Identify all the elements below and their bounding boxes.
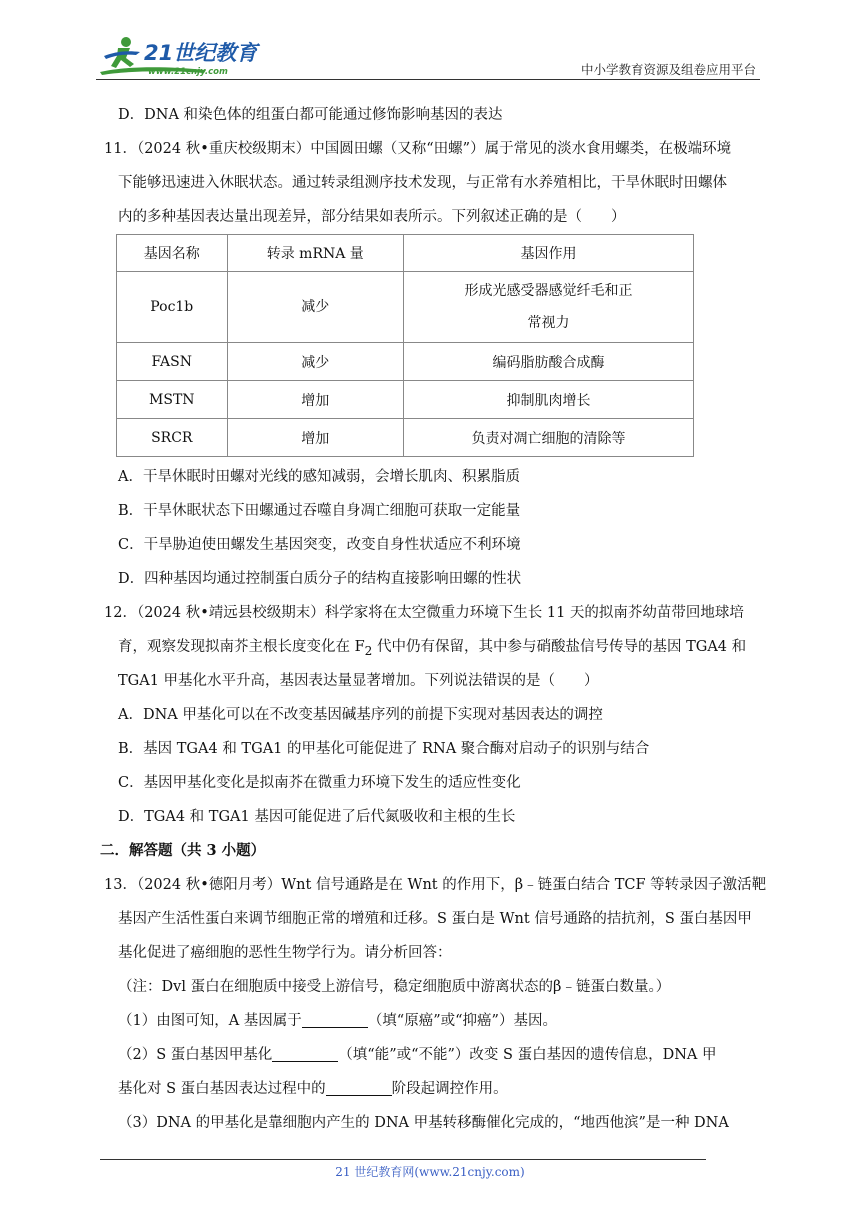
table-cell-line: 常视力: [527, 315, 570, 331]
table-cell: 抑制肌肉增长: [403, 381, 693, 419]
q11-option-d: D．四种基因均通过控制蛋白质分子的结构直接影响田螺的性状: [118, 571, 522, 587]
q11-option-a: A．干旱休眠时田螺对光线的感知减弱，会增长肌肉、积累脂质: [118, 469, 520, 485]
q11-stem-line-3: 内的多种基因表达量出现差异，部分结果如表所示。下列叙述正确的是（ ）: [118, 209, 626, 225]
question-content: [100, 98, 768, 1140]
q11-option-c: C．干旱胁迫使田螺发生基因突变，改变自身性状适应不利环境: [118, 537, 521, 553]
table-header-row: [117, 235, 694, 272]
q11-stem-line-1: 11．（2024 秋•重庆校级期末）中国圆田螺（又称“田螺”）属于常见的淡水食用螺类，在极端环境: [104, 141, 732, 157]
q13-note: （注：Dvl 蛋白在细胞质中接受上游信号，稳定细胞质中游离状态的β﹣链蛋白数量。）: [118, 979, 671, 995]
table-cell: 减少: [227, 272, 403, 343]
logo-url: www.21cnjy.com: [148, 67, 228, 77]
q12-text-part: 育，观察发现拟南芥主根长度变化在 F: [118, 639, 365, 655]
table-cell: [403, 272, 693, 343]
q12-stem-line-1: 12．（2024 秋•靖远县校级期末）科学家将在太空微重力环境下生长 11 天的拟南芥幼苗带回地球培: [104, 605, 744, 621]
q11-stem-line-2: 下能够迅速进入休眠状态。通过转录组测序技术发现，与正常有水养殖相比，干旱休眠时田螺体: [118, 175, 727, 191]
table-cell: FASN: [117, 343, 228, 381]
table-row: [117, 343, 694, 381]
q12-subscript: 2: [364, 643, 373, 658]
logo-text: 21世纪教育: [144, 41, 258, 65]
platform-name: 中小学教育资源及组卷应用平台: [580, 62, 756, 77]
section-heading: 二．解答题（共 3 小题）: [100, 842, 266, 859]
table-cell: 减少: [227, 343, 403, 381]
header-rule: [96, 79, 760, 80]
q12-option-b: B．基因 TGA4 和 TGA1 的甲基化可能促进了 RNA 聚合酶对启动子的识别与结合: [118, 741, 650, 757]
q10-option-d: D．DNA 和染色体的组蛋白都可能通过修饰影响基因的表达: [118, 107, 503, 123]
q12-option-c: C．基因甲基化变化是拟南芥在微重力环境下发生的适应性变化: [118, 775, 521, 791]
q12-option-a: A．DNA 甲基化可以在不改变基因碱基序列的前提下实现对基因表达的调控: [118, 707, 603, 723]
gene-expression-table: [116, 234, 694, 457]
table-cell: 负责对凋亡细胞的清除等: [403, 419, 693, 457]
answer-blank[interactable]: [326, 1075, 392, 1096]
q13-stem-line-2: 基因产生活性蛋白来调节细胞正常的增殖和迁移。S 蛋白是 Wnt 信号通路的拮抗剂，S 蛋白基因甲: [118, 911, 752, 927]
q13-sub-2: [100, 1038, 768, 1072]
table-cell: 增加: [227, 381, 403, 419]
q12-text-part: 代中仍有保留，其中参与硝酸盐信号传导的基因 TGA4 和: [372, 639, 747, 655]
table-header-cell: 转录 mRNA 量: [227, 235, 403, 272]
q11-option-b: B．干旱休眠状态下田螺通过吞噬自身凋亡细胞可获取一定能量: [118, 503, 521, 519]
q13-sub-3: （3）DNA 的甲基化是靠细胞内产生的 DNA 甲基转移酶催化完成的，“地西他滨”是一种 DNA: [118, 1115, 729, 1131]
table-cell: SRCR: [117, 419, 228, 457]
page-footer: 21 世纪教育网(www.21cnjy.com): [335, 1165, 525, 1179]
q13-sub-1: [100, 1004, 768, 1038]
q13-text-part: （2）S 蛋白基因甲基化: [118, 1047, 273, 1063]
q13-text-part: （填“原癌”或“抑癌”）基因。: [367, 1013, 557, 1029]
21cnjy-logo: [96, 34, 266, 78]
table-header-cell: 基因名称: [117, 235, 228, 272]
q13-text-part: （填“能”或“不能”）改变 S 蛋白基因的遗传信息，DNA 甲: [338, 1047, 717, 1063]
footer-rule: [100, 1159, 706, 1160]
table-row: [117, 419, 694, 457]
answer-blank[interactable]: [302, 1007, 368, 1028]
table-row: [117, 272, 694, 343]
q13-sub-2-cont: [100, 1072, 768, 1106]
table-cell: 编码脂肪酸合成酶: [403, 343, 693, 381]
q12-option-d: D．TGA4 和 TGA1 基因可能促进了后代氮吸收和主根的生长: [118, 809, 516, 825]
q13-stem-line-1: 13．（2024 秋•德阳月考）Wnt 信号通路是在 Wnt 的作用下，β﹣链蛋白结合 TCF 等转录因子激活靶: [104, 877, 767, 893]
table-cell: MSTN: [117, 381, 228, 419]
page-header: [96, 34, 760, 80]
q13-text-part: 阶段起调控作用。: [391, 1081, 508, 1097]
q13-stem-line-3: 基化促进了癌细胞的恶性生物学行为。请分析回答：: [118, 945, 452, 961]
answer-blank[interactable]: [272, 1041, 338, 1062]
table-cell: 增加: [227, 419, 403, 457]
table-cell-line: 形成光感受器感觉纤毛和正: [464, 283, 633, 299]
q13-text-part: 基化对 S 蛋白基因表达过程中的: [118, 1081, 326, 1097]
table-cell: Poc1b: [117, 272, 228, 343]
q13-text-part: （1）由图可知，A 基因属于: [118, 1013, 302, 1029]
q12-stem-line-2: [100, 630, 768, 664]
table-header-cell: 基因作用: [403, 235, 693, 272]
q12-stem-line-3: TGA1 甲基化水平升高，基因表达量显著增加。下列说法错误的是（ ）: [118, 673, 599, 689]
table-row: [117, 381, 694, 419]
